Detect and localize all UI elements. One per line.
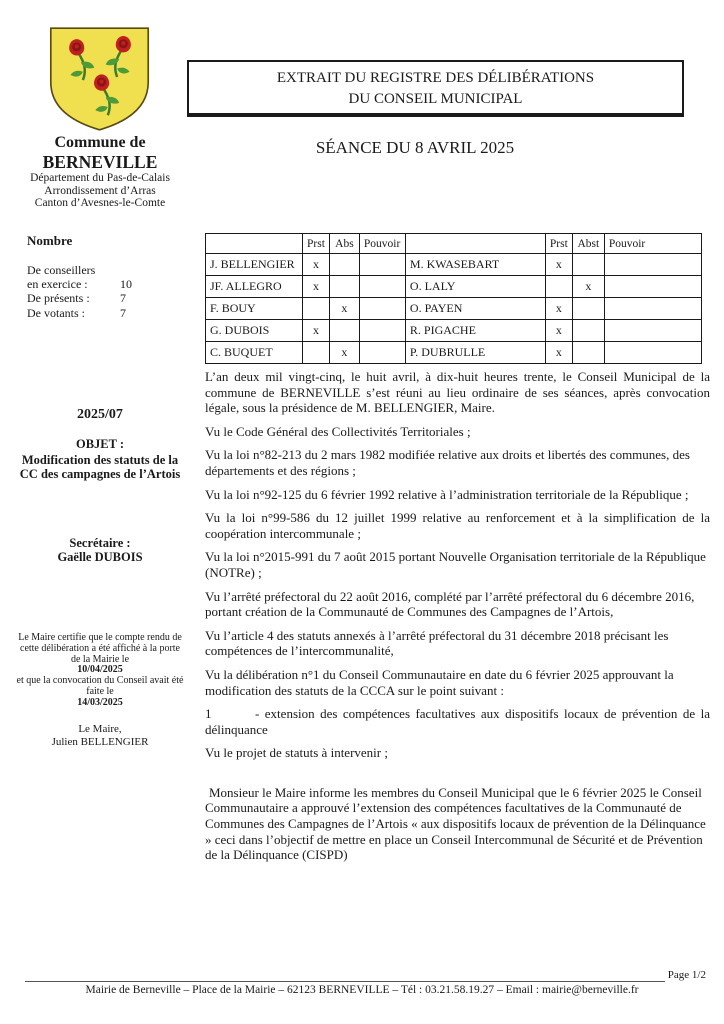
- body-paragraph: Vu la loi n°2015-991 du 7 août 2015 portant Nouvelle Organisation territoriale de la République (NOTRe) ;: [205, 549, 706, 580]
- commune-canton: Canton d’Avesnes-le-Comte: [34, 197, 166, 210]
- attendance-row: JF. ALLEGRO x O. LALY x: [206, 276, 702, 298]
- nombre-row: De présents : 7: [27, 291, 126, 306]
- attendance-header-row: Prst Abs Pouvoir Prst Abst Pouvoir: [206, 234, 702, 254]
- objet-text: Modification des statuts de la CC des campagnes de l’Artois: [19, 452, 181, 481]
- councillor-name: O. LALY: [405, 276, 545, 298]
- list-number: 1: [205, 706, 212, 722]
- body-paragraph: Monsieur le Maire informe les membres du Conseil Municipal que le 6 février 2025 le Conseil Communautaire a approuvé l’extension des compétences facultatives de la Communauté de Communes des Campagnes de l’Artois « aux dispositifs locaux de prévention de la Délinquance » ceci dans l’objectif de mettre en place un Conseil Intercommunal de Sécurité et de Prévention de la Délinquance (CISPD): [205, 784, 706, 863]
- nombre-row: De votants : 7: [27, 305, 126, 320]
- commune-coat-of-arms-icon: [42, 22, 157, 136]
- councillor-name: JF. ALLEGRO: [206, 276, 303, 298]
- body-paragraph: Vu la loi n°99-586 du 12 juillet 1999 relative au renforcement et à la simplification de la coopération intercommunale ;: [205, 510, 710, 541]
- page-footer: [0, 969, 724, 996]
- nombre-block: [27, 233, 192, 320]
- body-paragraph: Vu le Code Général des Collectivités Territoriales ;: [205, 423, 471, 439]
- body-paragraph: Vu l’arrêté préfectoral du 22 août 2016, complété par l’arrêté préfectoral du 6 décembre 2016, portant création de la Communauté de Communes des Campagnes de l’Artois,: [205, 588, 695, 620]
- commune-identity-block: [0, 133, 200, 210]
- convocation-date: 14/03/2025: [77, 696, 123, 708]
- attendance-row: G. DUBOIS x R. PIGACHE x: [206, 320, 702, 342]
- body-paragraph: L’an deux mil vingt-cinq, le huit avril, à dix-huit heures trente, le Conseil Municipal de la commune de BERNEVILLE s’est réuni au lieu ordinaire de ses séances, après convocation légale, sous la présidence de M. BELLENGIER, Maire.: [205, 369, 710, 416]
- councillor-name: O. PAYEN: [405, 298, 545, 320]
- mairie-address: Mairie de Berneville – Place de la Mairie – 62123 BERNEVILLE – Tél : 03.21.58.19.27 – Email : mairie@berneville.fr: [85, 984, 639, 996]
- attendance-table: [205, 233, 702, 364]
- objet-block: [0, 438, 200, 481]
- maire-label: Le Maire,: [78, 723, 122, 735]
- document-title-line2: DU CONSEIL MUNICIPAL: [348, 91, 523, 107]
- councillor-name: J. BELLENGIER: [206, 254, 303, 276]
- commune-label: Commune de: [54, 134, 146, 151]
- maire-signature-block: [0, 723, 200, 750]
- secretaire-name: Gaëlle DUBOIS: [57, 550, 143, 565]
- affichage-date: 10/04/2025: [77, 664, 123, 676]
- commune-name: BERNEVILLE: [42, 152, 158, 173]
- councillor-name: M. KWASEBART: [405, 254, 545, 276]
- commune-arrondissement: Arrondissement d’Arras: [44, 184, 156, 197]
- nombre-row: en exercice : 10: [27, 277, 132, 292]
- document-title-line1: EXTRAIT DU REGISTRE DES DÉLIBÉRATIONS: [276, 70, 595, 86]
- commune-departement: Département du Pas-de-Calais: [30, 172, 170, 185]
- body-paragraph: Vu la délibération n°1 du Conseil Communautaire en date du 6 février 2025 approuvant la modification des statuts de la CCCA sur le point suivant :: [205, 666, 674, 698]
- certification-text: et que la convocation du Conseil avait été faite le: [16, 675, 184, 697]
- footer-divider: [25, 981, 665, 982]
- body-paragraph: Vu la loi n°82-213 du 2 mars 1982 modifiée relative aux droits et libertés des communes, des départements et des régions ;: [205, 447, 690, 478]
- secretaire-block: [0, 536, 200, 565]
- attendance-row: C. BUQUET x P. DUBRULLE x: [206, 342, 702, 364]
- deliberation-body: [205, 369, 710, 871]
- body-paragraph-numbered: 1 - extension des compétences facultatives aux dispositifs locaux de prévention de la délinquance: [205, 706, 710, 737]
- attendance-row: J. BELLENGIER x M. KWASEBART x: [206, 254, 702, 276]
- body-paragraph: Vu l’article 4 des statuts annexés à l’arrêté préfectoral du 31 décembre 2018 précisant les compétences de l’intercommunalité,: [205, 627, 669, 659]
- secretaire-label: Secrétaire :: [69, 536, 131, 550]
- councillor-name: G. DUBOIS: [206, 320, 303, 342]
- certification-text: Le Maire certifie que le compte rendu de cette délibération a été affiché à la porte de la Mairie le: [18, 632, 182, 665]
- footer-rule-row: [0, 969, 724, 982]
- nombre-row: De conseillers: [27, 263, 96, 277]
- seance-heading: SÉANCE DU 8 AVRIL 2025: [315, 138, 515, 157]
- councillor-name: P. DUBRULLE: [405, 342, 545, 364]
- body-paragraph: Vu le projet de statuts à intervenir ;: [205, 745, 388, 761]
- councillor-name: R. PIGACHE: [405, 320, 545, 342]
- objet-label: OBJET :: [75, 437, 125, 451]
- document-title-box: [187, 60, 684, 117]
- councillor-name: C. BUQUET: [206, 342, 303, 364]
- body-paragraph: Vu la loi n°92-125 du 6 février 1992 relative à l’administration territoriale de la République ;: [205, 486, 689, 502]
- page-number: Page 1/2: [667, 969, 706, 981]
- councillor-name: F. BOUY: [206, 298, 303, 320]
- nombre-heading: Nombre: [27, 233, 73, 248]
- attendance-row: F. BOUY x O. PAYEN x: [206, 298, 702, 320]
- deliberation-reference: 2025/07: [77, 407, 123, 422]
- maire-certification-block: [15, 633, 185, 709]
- maire-name: Julien BELLENGIER: [51, 736, 149, 749]
